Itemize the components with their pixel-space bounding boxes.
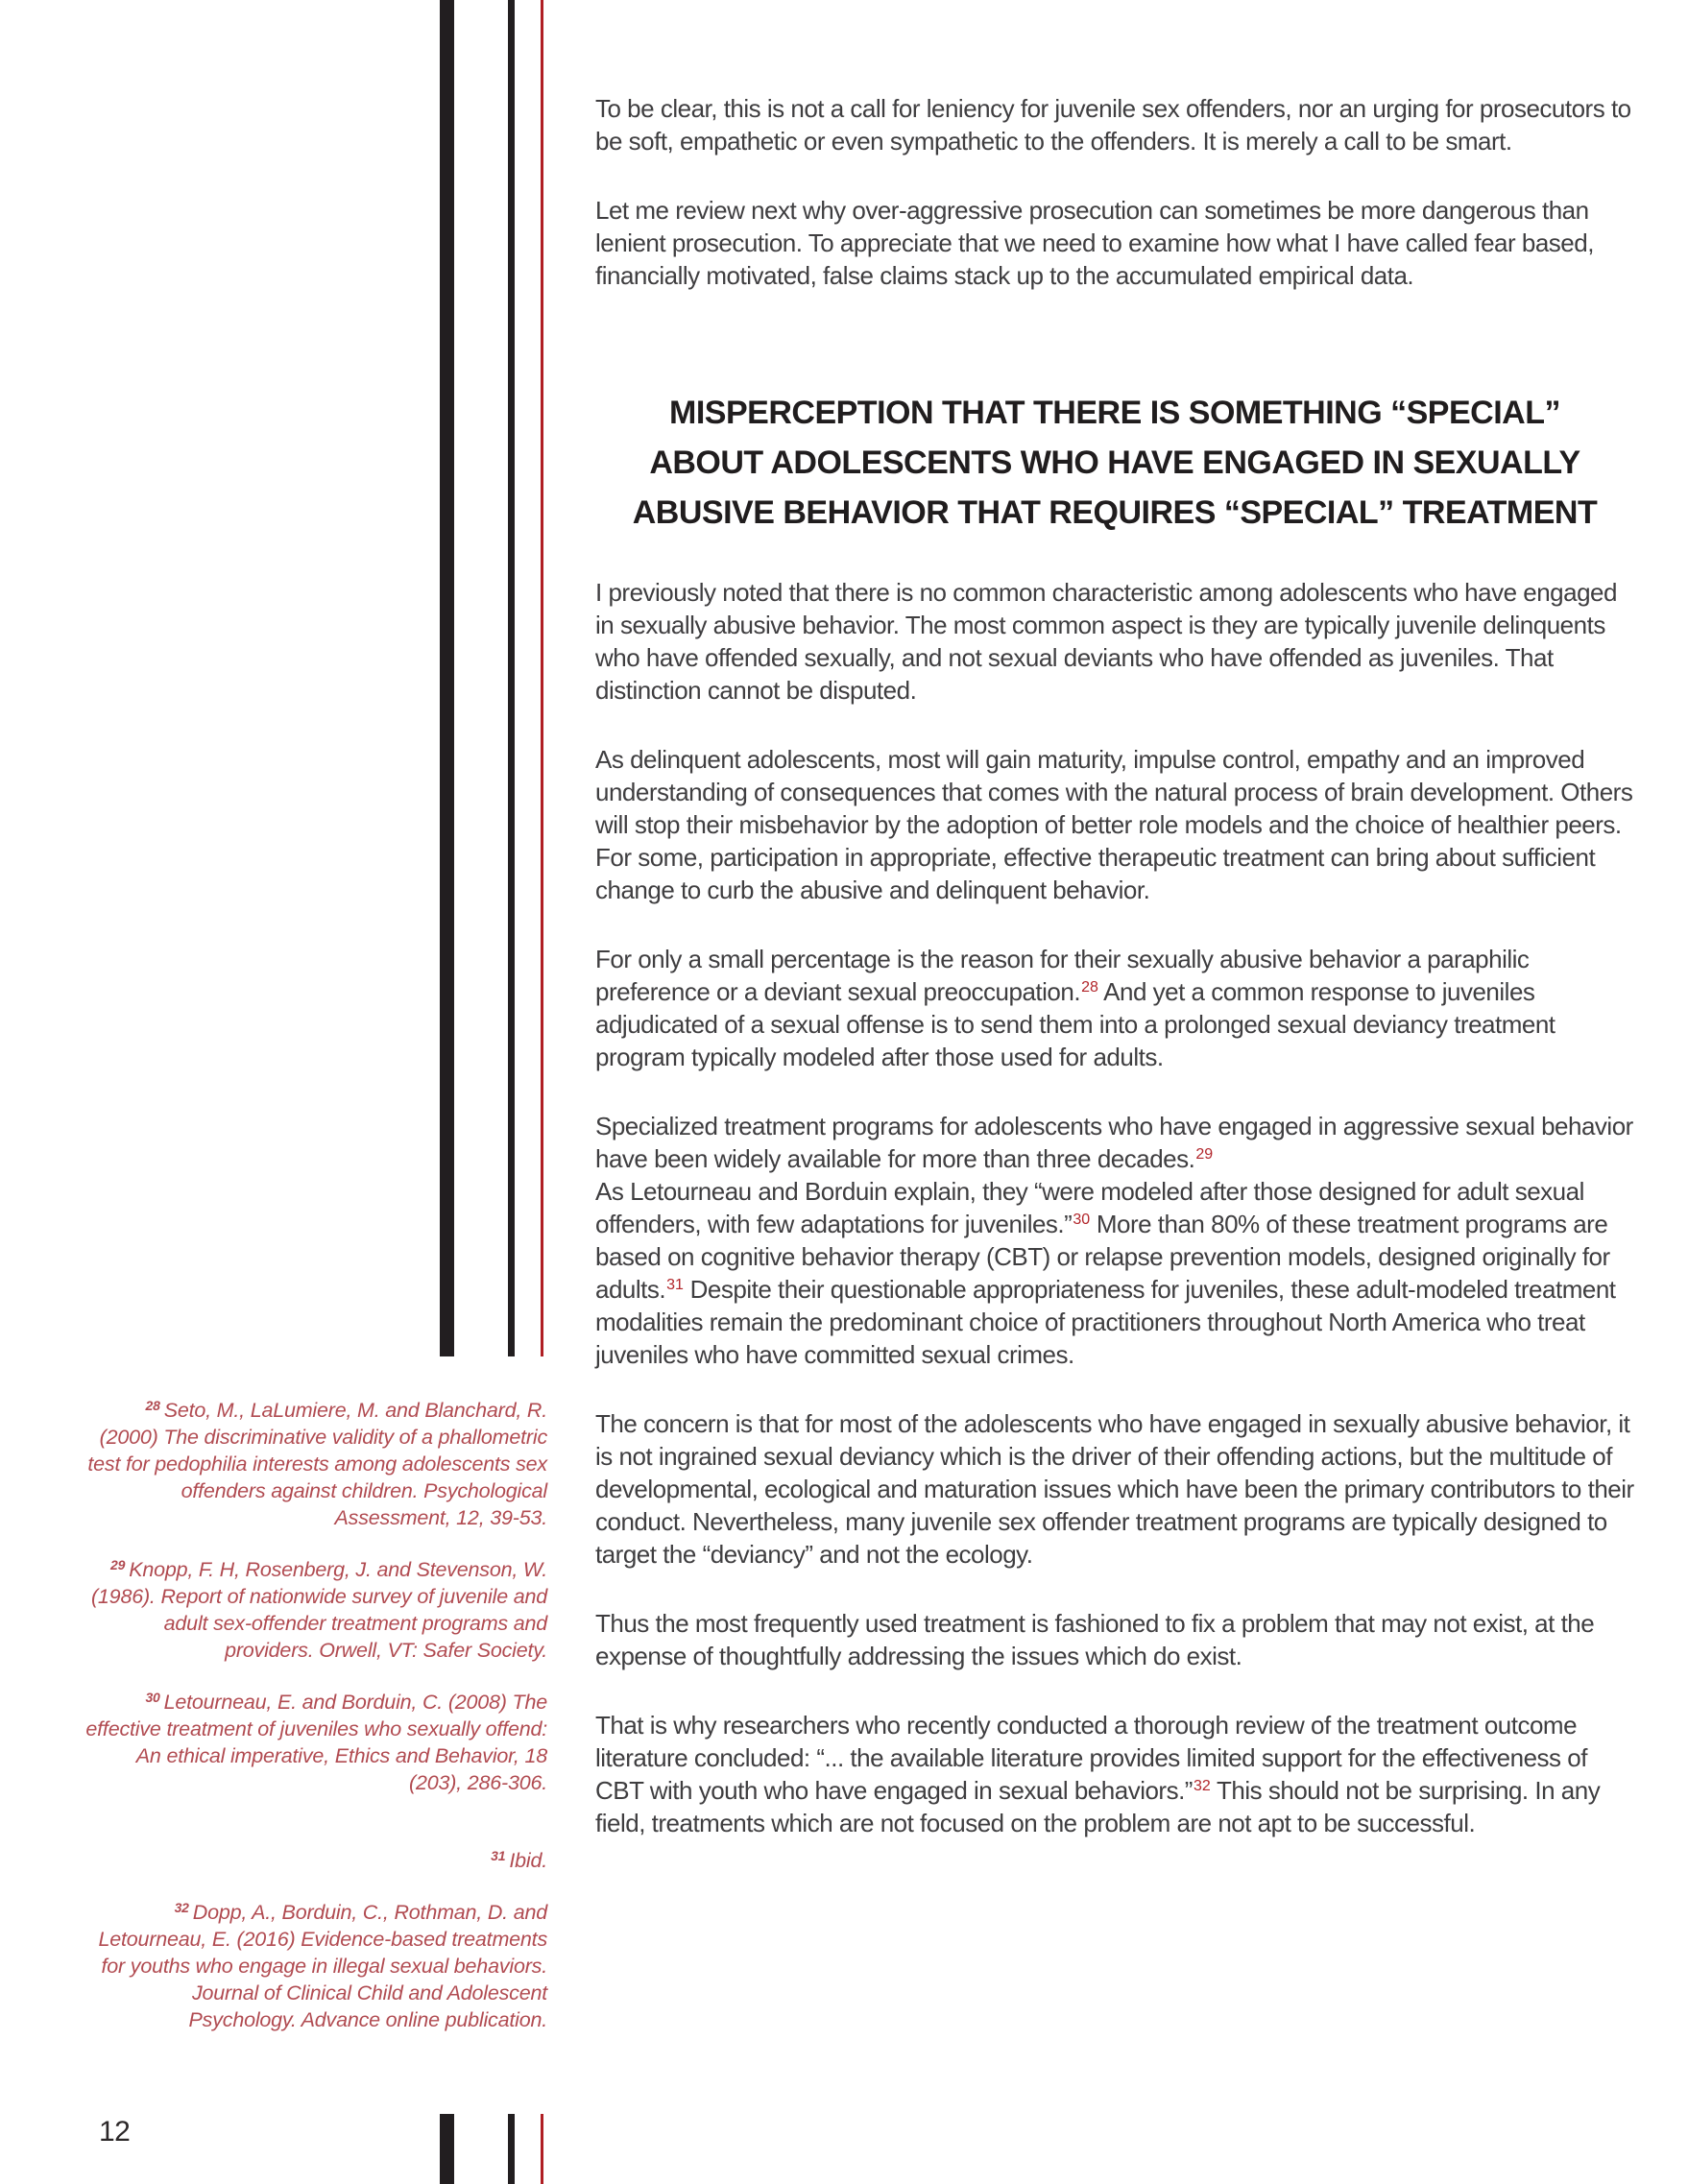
decorative-bar-thick-bottom: [440, 2114, 454, 2184]
text-run: The concern is that for most of the adolescents who have engaged in sexually abusive behavior, it is not ingrained sexual deviancy which is the driver of their offending actions, but the multitude of developmental, ecological and maturation issues which have been the primary contributors to their conduct. Nevertheless, many juvenile sex offender treatment programs are typically designed to target the “deviancy” and not the ecology.: [595, 1409, 1634, 1569]
page-number: 12: [99, 2116, 131, 2148]
footnote-reference-29: 29: [1195, 1146, 1214, 1163]
footnote-reference-30: 30: [1073, 1212, 1091, 1228]
paragraph: [595, 943, 1634, 1073]
footnote-32: [82, 1899, 547, 2033]
footnote-number: 28: [145, 1398, 160, 1413]
text-run: As Letourneau and Borduin explain, they “were modeled after those designed for adult sexual offenders, with few adaptations for juveniles.”: [595, 1177, 1584, 1238]
footnote-text: Knopp, F. H, Rosenberg, J. and Stevenson, W. (1986). Report of nationwide survey of juvenile and adult sex-offender treatment programs and providers. Orwell, VT: Safer Society.: [90, 1558, 547, 1662]
section-heading: [595, 388, 1634, 538]
footnote-text: Dopp, A., Borduin, C., Rothman, D. and Letourneau, E. (2016) Evidence-based treatments for youths who engage in illegal sexual behaviors. Journal of Clinical Child and Adolescent Psychology. Advance online publication.: [98, 1901, 547, 2031]
footnote-reference-32: 32: [1193, 1778, 1211, 1794]
text-run: Thus the most frequently used treatment is fashioned to fix a problem that may not exist, at the expense of thoughtfully addressing the issues which do exist.: [595, 1609, 1595, 1670]
section-heading-line-3: ABUSIVE BEHAVIOR THAT REQUIRES “SPECIAL” TREATMENT: [632, 494, 1598, 531]
paragraph: [595, 1607, 1634, 1672]
paragraph: [595, 1407, 1634, 1571]
footnote-number: 29: [110, 1557, 126, 1572]
footnote-column: [82, 1397, 547, 2058]
text-run: Specialized treatment programs for adolescents who have engaged in aggressive sexual behavior have been widely available for more than three decades.: [595, 1112, 1633, 1173]
footnote-reference-31: 31: [666, 1277, 684, 1293]
footnote-text: Letourneau, E. and Borduin, C. (2008) The effective treatment of juveniles who sexually offend: An ethical imperative, Ethics and Behavior, 18 (203), 286-306.: [85, 1691, 547, 1794]
body-column: [595, 0, 1634, 1876]
footnote-30: [82, 1689, 547, 1796]
text-run: Let me review next why over-aggressive prosecution can sometimes be more dangerous than lenient prosecution. To appreciate that we need to examine how what I have called fear based, financially motivated, false claims stack up to the accumulated empirical data.: [595, 196, 1594, 290]
text-run: This should not be surprising. In any field, treatments which are not focused on the problem are not apt to be successful.: [595, 1776, 1601, 1837]
footnote-number: 32: [174, 1900, 189, 1915]
intro-paragraphs: [595, 92, 1634, 292]
section-heading-line-1: MISPERCEPTION THAT THERE IS SOMETHING “SPECIAL”: [669, 395, 1560, 431]
decorative-bar-red-bottom: [541, 2114, 543, 2184]
footnote-text: Ibid.: [509, 1849, 547, 1872]
decorative-bar-thick-top: [440, 0, 454, 1356]
decorative-bar-red-top: [541, 0, 543, 1356]
footnote-28: [82, 1397, 547, 1531]
text-run: And yet a common response to juveniles adjudicated of a sexual offense is to send them into a prolonged sexual deviancy treatment program typically modeled after those used for adults.: [595, 977, 1555, 1071]
text-run: Despite their questionable appropriateness for juveniles, these adult-modeled treatment modalities remain the predominant choice of practitioners throughout North America who treat juveniles who have committed sexual crimes.: [595, 1275, 1616, 1369]
text-run: As delinquent adolescents, most will gain maturity, impulse control, empathy and an improved understanding of consequences that comes with the natural process of brain development. Others will stop their misbehavior by the adoption of better role models and the choice of healthier peers. For some, participation in appropriate, effective therapeutic treatment can bring about sufficient change to curb the abusive and delinquent behavior.: [595, 745, 1633, 904]
footnote-reference-28: 28: [1081, 979, 1098, 996]
paragraph: [595, 194, 1634, 292]
footnote-31: [82, 1847, 547, 1874]
decorative-bar-thin-bottom: [508, 2114, 515, 2184]
footnote-text: Seto, M., LaLumiere, M. and Blanchard, R. (2000) The discriminative validity of a phallometric test for pedophilia interests among adolescents sex offenders against children. Psychological Assessment, 12, 39-53.: [87, 1399, 547, 1529]
decorative-bar-thin-top: [508, 0, 515, 1356]
footnote-number: 31: [491, 1848, 506, 1863]
paragraph: [595, 1709, 1634, 1839]
text-run: To be clear, this is not a call for leniency for juvenile sex offenders, nor an urging for prosecutors to be soft, empathetic or even sympathetic to the offenders. It is merely a call to be smart.: [595, 94, 1631, 156]
paragraph: [595, 92, 1634, 157]
section-paragraphs: [595, 576, 1634, 1839]
paragraph: [595, 743, 1634, 906]
text-run: I previously noted that there is no common characteristic among adolescents who have engaged in sexually abusive behavior. The most common aspect is they are typically juvenile delinquents who have offended sexually, and not sexual deviants who have offended as juveniles. That distinction cannot be disputed.: [595, 578, 1617, 705]
text-run: That is why researchers who recently conducted a thorough review of the treatment outcome literature concluded: “... the available literature provides limited support for the effectiveness of CBT with youth who have engaged in sexual behaviors.”: [595, 1711, 1587, 1805]
text-run: For only a small percentage is the reason for their sexually abusive behavior a paraphilic preference or a deviant sexual preoccupation.: [595, 945, 1530, 1006]
paragraph: [595, 576, 1634, 707]
section-heading-line-2: ABOUT ADOLESCENTS WHO HAVE ENGAGED IN SEXUALLY: [649, 444, 1580, 481]
text-run: More than 80% of these treatment programs are based on cognitive behavior therapy (CBT) or relapse prevention models, designed originally for adults.: [595, 1210, 1610, 1304]
paragraph: [595, 1110, 1634, 1371]
footnote-number: 30: [145, 1690, 160, 1705]
footnote-29: [82, 1556, 547, 1664]
